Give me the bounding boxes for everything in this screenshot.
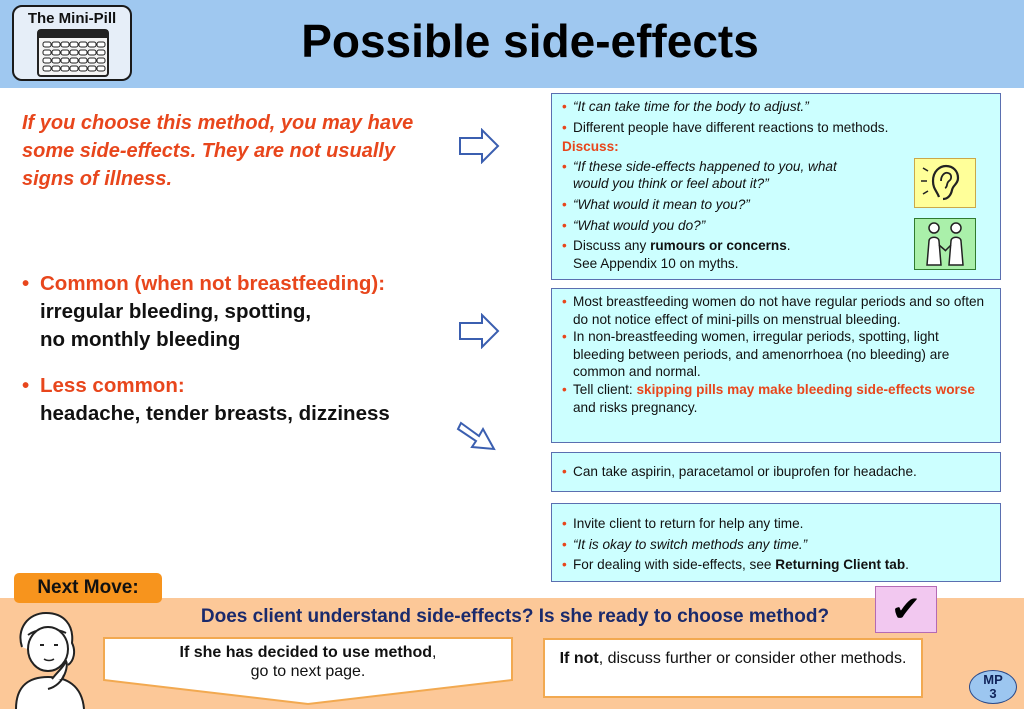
less-common-line-1: headache, tender breasts, dizziness xyxy=(40,402,390,425)
if-not-callout: If not, discuss further or consider other methods. xyxy=(543,638,923,698)
common-line-2: no monthly bleeding xyxy=(40,328,241,351)
list-item: • “It is okay to switch methods any time.” xyxy=(562,536,808,552)
bullet-dot: • xyxy=(22,272,30,295)
ear-icon xyxy=(914,158,976,208)
arrow-down-right-icon xyxy=(456,414,500,454)
pill-pack-icon xyxy=(37,29,109,77)
list-item: • Different people have different reactions to methods. xyxy=(562,119,889,135)
common-side-effects xyxy=(22,270,462,354)
arrow-right-icon xyxy=(458,313,500,349)
next-move-question: Does client understand side-effects? Is she ready to choose method? xyxy=(200,606,830,627)
common-line-1: irregular bleeding, spotting, xyxy=(40,300,312,323)
two-people-talking-icon xyxy=(914,218,976,270)
header-band xyxy=(0,0,1024,88)
list-item: • Discuss any rumours or concerns. See Appendix 10 on myths. xyxy=(562,238,791,271)
list-item: • “It can take time for the body to adjust.” xyxy=(562,99,809,114)
list-item: • “If these side-effects happened to you, what would you think or feel about it?” xyxy=(562,158,837,192)
intro-text: If you choose this method, you may have some side-effects. They are not usually signs of illness. xyxy=(22,112,414,190)
list-item: • Invite client to return for help any time. xyxy=(562,516,804,531)
arrow-right-icon xyxy=(458,128,500,164)
less-common-side-effects xyxy=(22,372,462,428)
list-item: • For dealing with side-effects, see Returning Client tab. xyxy=(562,557,909,573)
list-item: • Most breastfeeding women do not have regular periods and so often do not notice effect of mini-pills on menstrual bleeding. xyxy=(562,294,985,327)
bullet-dot: • xyxy=(22,374,30,397)
checkmark-icon: ✔ xyxy=(875,586,937,633)
counseling-box-bleeding xyxy=(551,288,1001,443)
list-item: • Tell client: skipping pills may make bleeding side-effects worse and risks pregnancy. xyxy=(562,381,975,415)
discuss-label: Discuss: xyxy=(562,139,619,155)
list-item: • Can take aspirin, paracetamol or ibuprofen for headache. xyxy=(562,464,917,479)
decided-text: If she has decided to use method, go to next page. xyxy=(179,644,437,680)
badge-title: The Mini-Pill xyxy=(27,10,117,27)
thinking-woman-icon xyxy=(2,607,100,709)
method-badge xyxy=(12,5,132,81)
list-item: • “What would you do?” xyxy=(562,217,706,233)
common-heading: Common (when not breastfeeding): xyxy=(40,272,386,295)
list-item: • In non-breastfeeding women, irregular periods, spotting, light bleeding between periods, and amenorrhoea (no bleeding) are common and normal. xyxy=(562,329,950,380)
page-title: Possible side-effects xyxy=(301,15,759,67)
page-code-badge: MP 3 xyxy=(969,670,1017,704)
counseling-box-adjust xyxy=(551,93,1001,280)
list-item: • “What would it mean to you?” xyxy=(562,196,750,212)
next-move-label: Next Move: xyxy=(14,573,162,603)
counseling-box-headache xyxy=(551,452,1001,492)
less-common-heading: Less common: xyxy=(40,374,185,397)
counseling-box-return xyxy=(551,503,1001,582)
